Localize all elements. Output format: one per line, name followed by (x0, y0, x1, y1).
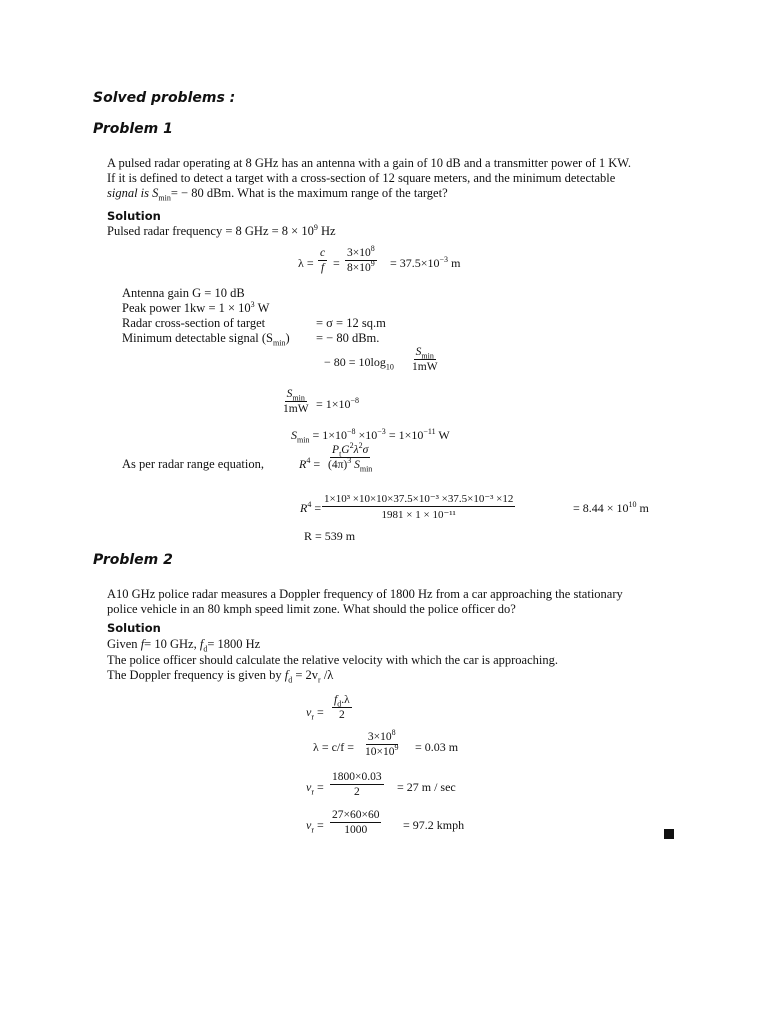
problem2-line2: The police officer should calculate the relative velocity with which the car is approaching. (107, 653, 558, 667)
frequency-line: Pulsed radar frequency = 8 GHz = $8 \times 10^9$ Hz (107, 222, 336, 238)
radar-range-label: As per radar range equation, (122, 457, 264, 471)
radar-cross-section-label: Radar cross-section of target (122, 316, 266, 330)
lambda-result: = $37.5\times 10^{-3}$ m (390, 255, 461, 270)
vr-calc1-fraction: $\frac{1800\times 0.03}{2}$ (332, 771, 382, 798)
p2-lambda-fraction: $\frac{3\times 10^8}{10\times 10^9}$ (365, 728, 399, 758)
vr-calc2-fraction: $\frac{27\times 60\times 60}{1000}$ (332, 809, 380, 836)
p2-lambda-lhs: λ = c/f = (313, 740, 355, 754)
radar-cross-section-value: = σ = 12 sq.m (316, 316, 386, 330)
range-eq-lhs: $R^4$ = (299, 456, 321, 471)
range-eq-fraction: $P_tG^2\lambda^2\sigma$ $(4\pi)^3$ $S_{min}$ (328, 441, 373, 474)
vr-eq-fraction: $\frac{f_d.\lambda}{2}$ (334, 694, 350, 721)
vr-calc2-lhs: $v_r$ = (306, 818, 324, 835)
vr-calc1-lhs: $v_r$ = (306, 780, 324, 797)
peak-power: Peak power $1kw = 1 \times 10^3$ W (122, 299, 270, 315)
vr-calc2-result: = 97.2 kmph (403, 818, 465, 832)
problem2-given: Given f= 10 GHz, $f_d= 1800$ Hz (107, 637, 261, 654)
min-detectable-signal-value: = − 80 dBm. (316, 331, 380, 345)
range-result: R = 539 m (304, 529, 356, 543)
section-heading: Solved problems : (93, 90, 236, 106)
antenna-gain: Antenna gain G = 10 dB (122, 286, 245, 300)
log-eq-lhs: − $80 = 10\log_{10}$ (324, 355, 394, 372)
problem1-statement-line2: If it is defined to detect a target with a cross-section of 12 square meters, and the minimum detectable (107, 171, 616, 185)
problem1-statement-line1: A pulsed radar operating at 8 GHz has an antenna with a gain of 10 dB and a transmitter power of 1 KW. (107, 156, 632, 170)
problem1-title: Problem 1 (93, 121, 173, 137)
problem1-statement-line3: signal is $S_{min}= - 80$ dBm. What is the maximum range of the target? (107, 186, 448, 203)
p2-lambda-result: = 0.03 m (415, 740, 459, 754)
vr-calc1-result: = 27 m / sec (397, 780, 456, 794)
problem2-solution-label: Solution (107, 621, 161, 635)
problem1-solution-label: Solution (107, 209, 161, 223)
lambda-fraction-c-over-f: $\frac{c}{f}$ (320, 247, 326, 274)
problem2-statement-line1: A10 GHz police radar measures a Doppler frequency of 1800 Hz from a car approaching the stationary (107, 587, 623, 601)
lambda-lhs: λ = (298, 256, 314, 270)
r4-eq-lhs: $R^4$ = (300, 500, 322, 515)
log-eq-fraction: $S_{min}$ 1mW (412, 346, 438, 373)
end-of-proof-square-icon (664, 829, 674, 839)
r4-eq-result: = $8.44 \times 10^{10}$ m (573, 500, 649, 515)
problem2-statement-line2: police vehicle in an 80 kmph speed limit zone. What should the police officer do? (107, 602, 516, 616)
problem2-line3: The Doppler frequency is given by $f_d = 2v_r$ /λ (107, 668, 334, 685)
r4-eq-fraction: $\frac{\text{1×10³ ×10×10×37.5×10⁻³ ×37.5×10⁻³ ×12}}{\text{1981 × 1 × 10⁻¹¹}}$ (324, 493, 514, 521)
lambda-eq-sign: = (333, 256, 340, 270)
lambda-fraction-values: $\frac{3\times 10^8}{8\times 10^9}$ (347, 244, 375, 274)
vr-eq-lhs: $v_r$ = (306, 705, 324, 722)
smin-equation: $S_{min} = 1\times 10^{-8} \times 10^{-3} = 1\times 10^{-11}$ W (291, 427, 450, 445)
ratio-eq-fraction: $S_{min}$ 1mW (283, 388, 309, 415)
problem2-title: Problem 2 (93, 552, 173, 568)
min-detectable-signal-label: Minimum detectable signal $(S_{min})$ (122, 331, 290, 348)
ratio-eq-rhs: = $1\times 10^{-8}$ (316, 396, 360, 411)
